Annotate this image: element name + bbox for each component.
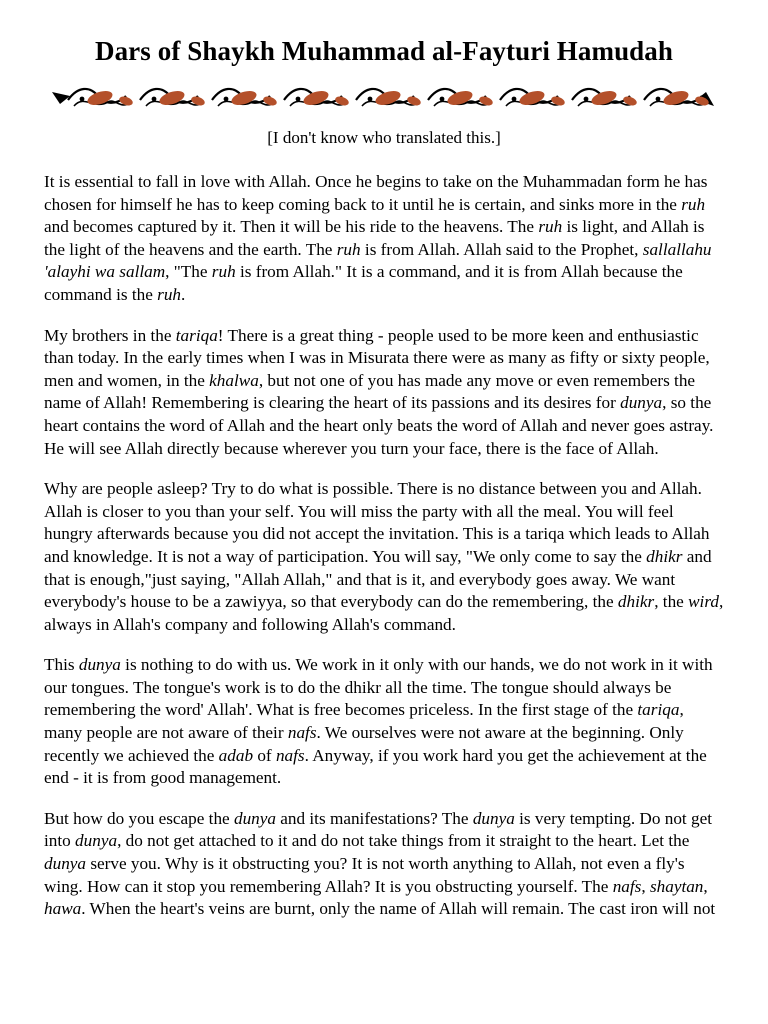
ornament-dot [656, 97, 661, 102]
italic-term: nafs [275, 745, 305, 765]
ornament-dot [512, 97, 517, 102]
text-run: and its manifestations? The [276, 808, 473, 828]
article-body [44, 171, 724, 939]
page-title: Dars of Shaykh Muhammad al-Fayturi Hamudah [94, 36, 674, 66]
ornament-dot [584, 97, 589, 102]
text-run: , "The [165, 262, 212, 282]
text-run: is very tempting. Do not get into [44, 808, 712, 851]
paragraph [44, 654, 724, 790]
text-run: . [181, 284, 186, 304]
italic-term: hawa [44, 899, 82, 919]
italic-term: nafs [612, 876, 642, 896]
italic-term: ruh [681, 194, 706, 214]
text-run: , do not get attached to it and do not take things from it straight to the heart. Let the [117, 831, 690, 851]
italic-term: ruh [211, 262, 236, 282]
text-run: . We ourselves were not aware at the beginning. Only recently we achieved the [44, 723, 684, 765]
italic-term: ruh [336, 239, 361, 259]
paragraph [44, 325, 724, 461]
italic-term: ruh [538, 217, 563, 237]
text-run: , so the heart contains the word of Allah and the heart only beats the word of Allah and never goes astray. He will see Allah directly because wherever you turn your face, there is the face of Allah. [44, 393, 714, 458]
italic-term: dhikr [646, 546, 683, 566]
text-run: This [44, 655, 79, 675]
italic-term: tariqa [637, 700, 680, 720]
text-run: , many people are not aware of their [44, 700, 684, 743]
text-run: and becomes captured by it. Then it will be his ride to the heavens. The [44, 217, 539, 237]
text-run: is from Allah." It is a command, and it is from Allah because the command is the [44, 262, 683, 304]
paragraph [44, 171, 724, 307]
italic-term: dunya [472, 808, 515, 828]
text-run: and that is enough,"just saying, "Allah Allah," and that is it, and everybody goes away. We want everybody's house to be a zawiyya, so that everybody can do the remembering, the [44, 546, 712, 612]
italic-term: wird [688, 592, 719, 612]
ornament-dot [224, 97, 229, 102]
decorative-arabesque-divider [52, 84, 714, 112]
italic-term: dhikr [617, 592, 655, 612]
italic-term: nafs [287, 723, 317, 743]
text-run: , [703, 876, 708, 896]
ornament-dot [440, 97, 445, 102]
paragraph [44, 478, 724, 636]
text-run: , always in Allah's company and following Allah's command. [44, 592, 724, 634]
text-run: . Anyway, if you work hard you get the achievement at the end - it is from good management. [44, 745, 707, 788]
italic-term: adab [218, 745, 254, 765]
text-run: Why are people asleep? Try to do what is possible. There is no distance between you and Allah. Allah is closer to you than your self. You will miss the party with all the meal. You will feel hungry afterwards because you did not accept the invitation. This is a tariqa which leads to Allah and knowledge. It is not a way of participation. You will say, "We only come to say the [44, 479, 710, 566]
text-run: serve you. Why is it obstructing you? It is not worth anything to Allah, not even a fly's wing. How can it stop you remembering Allah? It is you obstructing yourself. The [44, 854, 685, 896]
ornament-dot [152, 97, 157, 102]
ornament-dot [80, 97, 85, 102]
ornament-left-tip [52, 92, 70, 104]
italic-term: tariqa [175, 325, 218, 345]
italic-term: sallallahu 'alayhi wa sallam [44, 239, 712, 282]
text-run: . When the heart's veins are burnt, only the name of Allah will remain. The cast iron will not [81, 899, 716, 919]
ornament-dot [368, 97, 373, 102]
text-run: is light, and Allah is the light of the heavens and the earth. The [44, 217, 705, 259]
translator-note: [I don't know who translated this.] [267, 128, 501, 147]
italic-term: dunya [620, 393, 663, 413]
italic-term: dunya [78, 655, 121, 675]
text-run: is nothing to do with us. We work in it only with our hands, we do not work in it with our tongues. The tongue's work is to do the dhikr all the time. The tongue should always be remembering the word' Allah'. What is free becomes priceless. In the first stage of the [44, 655, 713, 720]
text-run: , the [654, 592, 689, 612]
italic-term: dunya [44, 854, 87, 874]
text-run: is from Allah. Allah said to the Prophet, [360, 239, 643, 259]
italic-term: khalwa [209, 370, 259, 390]
text-run: ! There is a great thing - people used to be more keen and enthusiastic than today. In the early times when I was in Misurata there were as many as fifty or sixty people, men and women, in the [44, 325, 710, 390]
italic-term: shaytan [649, 876, 704, 896]
paragraph [44, 808, 724, 921]
text-run: My brothers in the [44, 325, 176, 345]
italic-term: dunya [75, 831, 118, 851]
text-run: But how do you escape the [44, 808, 234, 828]
italic-term: dunya [233, 808, 276, 828]
text-run: , [641, 876, 650, 896]
text-run: , but not one of you has made any move or even remembers the name of Allah! Remembering is clearing the heart of its passions and its desires for [44, 370, 696, 413]
text-run: of [253, 745, 276, 765]
text-run: It is essential to fall in love with Allah. Once he begins to take on the Muhammadan form he has chosen for himself he has to keep coming back to it until he is certain, and sinks more in the [44, 172, 708, 214]
italic-term: ruh [157, 284, 182, 304]
ornament-dot [296, 97, 301, 102]
